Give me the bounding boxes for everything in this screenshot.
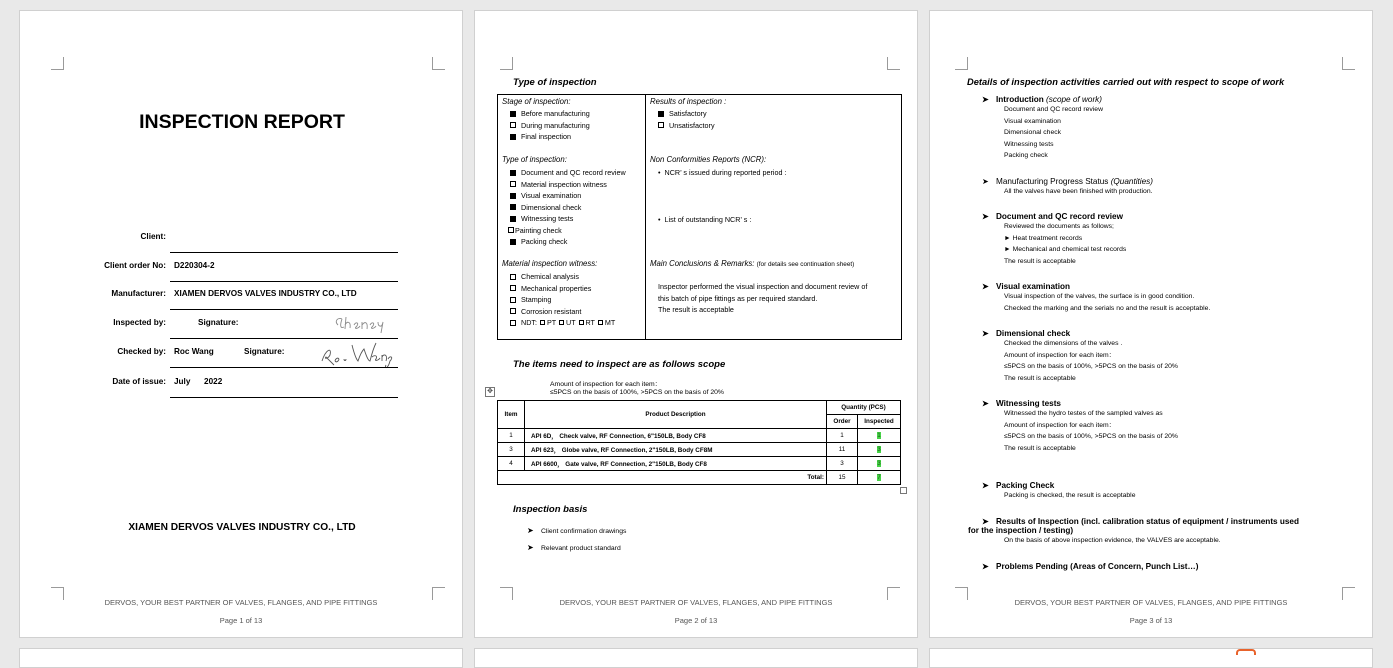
crop-mark [500,57,513,70]
section-progress: ➤ Manufacturing Progress Status (Quantities) All the valves have been finished with production. [982,177,1154,195]
intro-items: Document and QC record review Visual examination Dimensional check Witnessing tests Packing check [1004,106,1103,160]
material-item-mechanical[interactable]: Mechanical properties [510,283,615,295]
cell-item: 1 [498,429,525,443]
field-underline [170,281,398,282]
material-item-corrosion[interactable]: Corrosion resistant [510,306,615,318]
cell-description: API 623， Globe valve, RF Connection, 2"150LB, Body CF8M [525,443,827,457]
material-heading: Material inspection witness: [502,259,598,268]
page-footer: DERVOS, YOUR BEST PARTNER OF VALVES, FLANGES, AND PIPE FITTINGS [559,598,833,607]
total-order: 15 [827,471,858,485]
type-item-painting[interactable]: Painting check [508,225,626,237]
stage-list [510,108,590,143]
type-item-packing[interactable]: Packing check [510,236,626,248]
arrow-bullet-icon: ➤ [982,562,989,571]
cell-order: 11 [827,443,858,457]
page-number: Page 2 of 13 [674,616,718,625]
checkbox-checked-icon [510,170,516,176]
table-total-row [498,471,901,485]
crop-mark [887,57,900,70]
crop-mark [1342,57,1355,70]
checkbox-empty-icon[interactable] [579,320,584,325]
result-item-unsatisfactory[interactable]: Unsatisfactory [658,120,715,132]
form-divider [645,95,646,339]
order-label: Client order No: [104,261,166,270]
arrow-bullet-icon: ➤ [982,95,989,104]
cell-description: API 6D， Check valve, RF Connection, 6"150LB, Body CF8 [525,429,827,443]
section-results: ➤ Results of Inspection (incl. calibration status of equipment / instruments used for the inspection / testing) On the basis of above inspection evidence, the VALVES are acceptable. [968,517,1299,544]
cell-description: API 6600， Gate valve, RF Connection, 2"150LB, Body CF8 [525,457,827,471]
conclusion-heading-row: Main Conclusions & Remarks: (for details see continuation sheet) [650,259,855,268]
basis-item: ➤ Client confirmation drawings [527,526,627,535]
arrow-bullet-icon: ➤ [982,212,989,221]
cell-order: 3 [827,457,858,471]
section-dimensional: ➤ Dimensional check Checked the dimensions of the valves . Amount of inspection for each item： ≤5PCS on the basis of 100%, >5PCS on the basis of 20% The result is acceptable [982,329,1178,382]
basis-heading: Inspection basis [513,504,588,515]
checkbox-empty-icon [658,122,664,128]
page-4 [19,648,463,668]
cell-inspected: 1 [858,429,901,443]
results-list [658,108,715,131]
table-move-icon[interactable]: ✥ [485,387,495,397]
section-witnessing: ➤ Witnessing tests Witnessed the hydro testes of the sampled valves as Amount of inspection for each item： ≤5PCS on the basis of 100%, >5PCS on the basis of 20% The result is acceptable [982,399,1178,452]
page-6 [929,648,1373,668]
items-heading: The items need to inspect are as follows scope [513,359,726,370]
amount-line-2: ≤5PCS on the basis of 100%, >5PCS on the basis of 20% [550,389,724,396]
total-label: Total: [498,471,827,485]
table-row [498,457,901,471]
crop-mark [51,57,64,70]
checked-value: Roc Wang [174,347,214,356]
company-name: XIAMEN DERVOS VALVES INDUSTRY CO., LTD [128,522,356,533]
checkbox-empty-icon [508,227,514,233]
order-value: D220304-2 [174,261,215,270]
table-row [498,429,901,443]
checkbox-checked-icon [658,111,664,117]
page-footer: DERVOS, YOUR BEST PARTNER OF VALVES, FLANGES, AND PIPE FITTINGS [104,598,378,607]
items-table [497,400,901,485]
header-order: Order [827,415,858,429]
cell-order: 1 [827,429,858,443]
cell-inspected: 3 [858,443,901,457]
ncr-heading: Non Conformities Reports (NCR): [650,155,767,164]
details-sections [982,95,1362,162]
section-packing: ➤ Packing Check Packing is checked, the result is acceptable [982,481,1136,499]
crop-mark [955,57,968,70]
header-quantity: Quantity (PCS) [827,401,901,415]
section-visual: ➤ Visual examination Visual inspection of the valves, the surface is in good condition. Checked the marking and the serials no and the result is acceptable. [982,282,1211,312]
checkbox-checked-icon [510,216,516,222]
crop-mark [432,57,445,70]
client-label: Client: [140,232,166,241]
type-item-visual[interactable]: Visual examination [510,190,626,202]
ncr-issued: • NCR’ s issued during reported period : [658,168,787,177]
checkbox-empty-icon[interactable] [510,320,516,326]
type-list [510,167,626,248]
ndt-row: NDT: PT UT RT MT [510,317,615,329]
header-item: Item [498,401,525,429]
material-item-stamping[interactable]: Stamping [510,294,615,306]
cell-item: 4 [498,457,525,471]
table-resize-handle[interactable] [900,487,907,494]
manufacturer-value: XIAMEN DERVOS VALVES INDUSTRY CO., LTD [174,289,357,298]
arrow-bullet-icon: ➤ [982,177,989,186]
ncr-list: • List of outstanding NCR’ s : [658,215,752,224]
header-inspected: Inspected [858,415,901,429]
signature-cheney [332,311,388,335]
arrow-bullet-icon: ➤ [982,517,989,526]
signature-label: Signature: [244,347,285,356]
checkbox-checked-icon [510,193,516,199]
checkbox-checked-icon [510,134,516,140]
page-5 [474,648,918,668]
table-row [498,443,901,457]
field-underline [170,367,398,368]
checkbox-empty-icon [510,274,516,280]
checkbox-empty-icon [510,308,516,314]
page-3 [929,10,1373,638]
type-of-inspection-heading: Type of inspection [513,77,597,88]
checkbox-checked-icon [510,204,516,210]
type-sub-heading: Type of inspection: [502,155,567,164]
checkbox-empty-icon [510,297,516,303]
arrow-bullet-icon: ➤ [527,526,534,535]
inspected-label: Inspected by: [113,318,166,327]
checkbox-checked-icon [510,239,516,245]
results-heading: Results of inspection : [650,97,727,106]
page-number: Page 3 of 13 [1129,616,1173,625]
basis-item: ➤ Relevant product standard [527,543,621,552]
stage-item-during[interactable]: During manufacturing [510,120,590,132]
cell-inspected: 3 [858,457,901,471]
checkbox-empty-icon[interactable] [559,320,564,325]
arrow-bullet-icon: ➤ [527,543,534,552]
checkbox-empty-icon [510,181,516,187]
page-1 [19,10,463,638]
checkbox-empty-icon[interactable] [540,320,545,325]
date-value: July 2022 [174,377,223,386]
section-problems: ➤ Problems Pending (Areas of Concern, Punch List…) [982,562,1199,571]
page-footer: DERVOS, YOUR BEST PARTNER OF VALVES, FLANGES, AND PIPE FITTINGS [1014,598,1288,607]
stage-item-before[interactable]: Before manufacturing [510,108,590,120]
cell-item: 3 [498,443,525,457]
total-inspected: 7 [858,471,901,485]
stage-heading: Stage of inspection: [502,97,571,106]
field-underline [170,252,398,253]
header-description: Product Description [525,401,827,429]
checkbox-checked-icon [510,111,516,117]
manufacturer-label: Manufacturer: [111,289,166,298]
stage-item-final[interactable]: Final inspection [510,131,590,143]
checkbox-empty-icon [510,285,516,291]
result-item-satisfactory[interactable]: Satisfactory [658,108,715,120]
field-underline [170,397,398,398]
arrow-bullet-icon: ➤ [982,329,989,338]
arrow-bullet-icon: ➤ [982,481,989,490]
page-2 [474,10,918,638]
details-heading: Details of inspection activities carried out with respect to scope of work [967,77,1285,87]
conclusion-text: Inspector performed the visual inspection and document review of this batch of pipe fittings as per required standard. The result is acceptable [658,282,868,314]
type-item-document[interactable]: Document and QC record review [510,167,626,179]
section-introduction: ➤ Introduction (scope of work) [982,95,1102,104]
type-item-material[interactable]: Material inspection witness [510,179,626,191]
material-item-chemical[interactable]: Chemical analysis [510,271,615,283]
signature-label: Signature: [198,318,239,327]
report-title: INSPECTION REPORT [139,111,345,133]
checkbox-empty-icon[interactable] [598,320,603,325]
checkbox-empty-icon [510,122,516,128]
stamp-mark [1236,649,1256,655]
arrow-bullet-icon: ➤ [982,399,989,408]
amount-line-1: Amount of inspection for each item： [550,381,662,388]
date-label: Date of issue: [112,377,166,386]
type-item-dimensional[interactable]: Dimensional check [510,202,626,214]
type-item-witnessing[interactable]: Witnessing tests [510,213,626,225]
checked-label: Checked by: [117,347,166,356]
field-underline [170,309,398,310]
inspection-form-box [497,94,902,340]
section-document-review: ➤ Document and QC record review Reviewed the documents as follows; ► Heat treatment records ► Mechanical and chemical test records The result is acceptable [982,212,1127,265]
material-list [510,271,615,329]
page-number: Page 1 of 13 [219,616,263,625]
arrow-bullet-icon: ➤ [982,282,989,291]
